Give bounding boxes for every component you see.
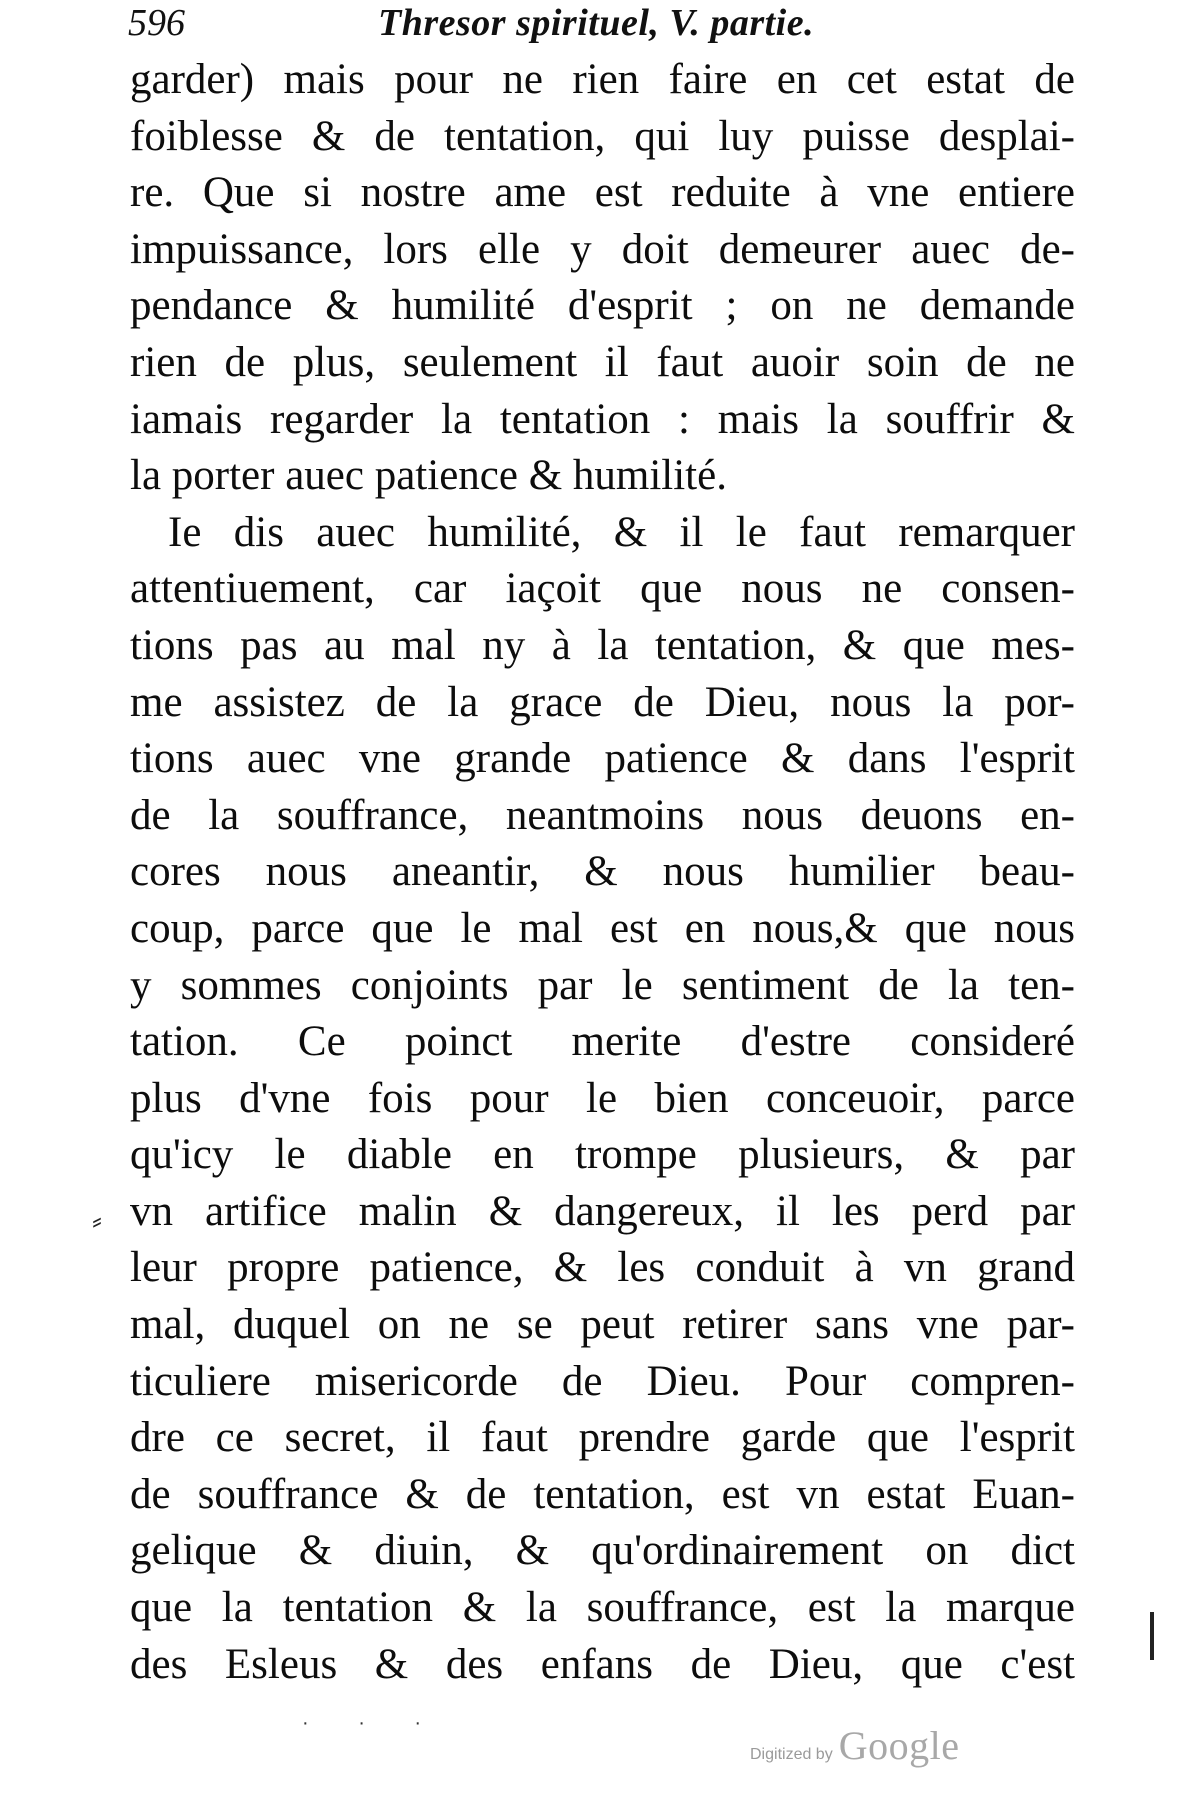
text-line: tions pas au mal ny à la tentation, & que mes- (130, 621, 1075, 669)
ink-specks: · · · (302, 1712, 444, 1734)
text-line: de souffrance & de tentation, est vn estat Euan- (130, 1470, 1075, 1518)
text-line: plus d'vne fois pour le bien conceuoir, parce (130, 1074, 1075, 1122)
text-line: foiblesse & de tentation, qui luy puisse desplai- (130, 112, 1075, 160)
text-line: garder) mais pour ne rien faire en cet estat de (130, 56, 1075, 103)
text-line: de la souffrance, neantmoins nous deuons en- (130, 791, 1075, 839)
watermark-prefix: Digitized by (750, 1746, 833, 1763)
paragraph-end-line: la porter auec patience & humilité. (130, 452, 727, 500)
text-line: me assistez de la grace de Dieu, nous la por- (130, 678, 1075, 726)
running-title: Thresor spirituel, V. partie. (378, 2, 815, 44)
body-text (130, 52, 1075, 1693)
text-line: impuissance, lors elle y doit demeurer auec de- (130, 225, 1075, 273)
text-line: attentiuement, car iaçoit que nous ne consen- (130, 565, 1075, 613)
text-line: re. Que si nostre ame est reduite à vne entiere (130, 169, 1075, 217)
digitization-watermark (750, 1722, 959, 1769)
text-line: tation. Ce poinct merite d'estre consideré (130, 1018, 1075, 1066)
watermark-brand: Google (838, 1723, 960, 1768)
text-line: coup, parce que le mal est en nous,& que nous (130, 904, 1075, 952)
text-line: qu'icy le diable en trompe plusieurs, & par (130, 1131, 1075, 1179)
text-line: des Esleus & des enfans de Dieu, que c'est (130, 1640, 1075, 1688)
text-line: iamais regarder la tentation : mais la souffrir & (130, 395, 1075, 443)
text-line: ticuliere misericorde de Dieu. Pour compren- (130, 1357, 1075, 1405)
running-head (128, 0, 1088, 50)
text-line: gelique & diuin, & qu'ordinairement on dict (130, 1527, 1075, 1575)
text-line: pendance & humilité d'esprit ; on ne demande (130, 282, 1075, 330)
text-line: rien de plus, seulement il faut auoir soin de ne (130, 338, 1075, 386)
text-line: cores nous aneantir, & nous humilier beau- (130, 848, 1075, 896)
text-line: dre ce secret, il faut prendre garde que l'esprit (130, 1414, 1075, 1462)
paragraph-start-line: Ie dis auec humilité, & il le faut remarquer (168, 508, 1075, 556)
page-number: 596 (128, 2, 185, 44)
text-line: y sommes conjoints par le sentiment de la ten- (130, 961, 1075, 1009)
page-edge-mark (1150, 1612, 1154, 1660)
text-line: leur propre patience, & les conduit à vn grand (130, 1244, 1075, 1292)
text-line: que la tentation & la souffrance, est la marque (130, 1584, 1075, 1632)
text-line: mal, duquel on ne se peut retirer sans vne par- (130, 1301, 1075, 1349)
text-line: vn artifice malin & dangereux, il les perd par (130, 1187, 1075, 1235)
margin-mark: ⸗ (92, 1204, 102, 1237)
text-line: tions auec vne grande patience & dans l'esprit (130, 735, 1075, 783)
